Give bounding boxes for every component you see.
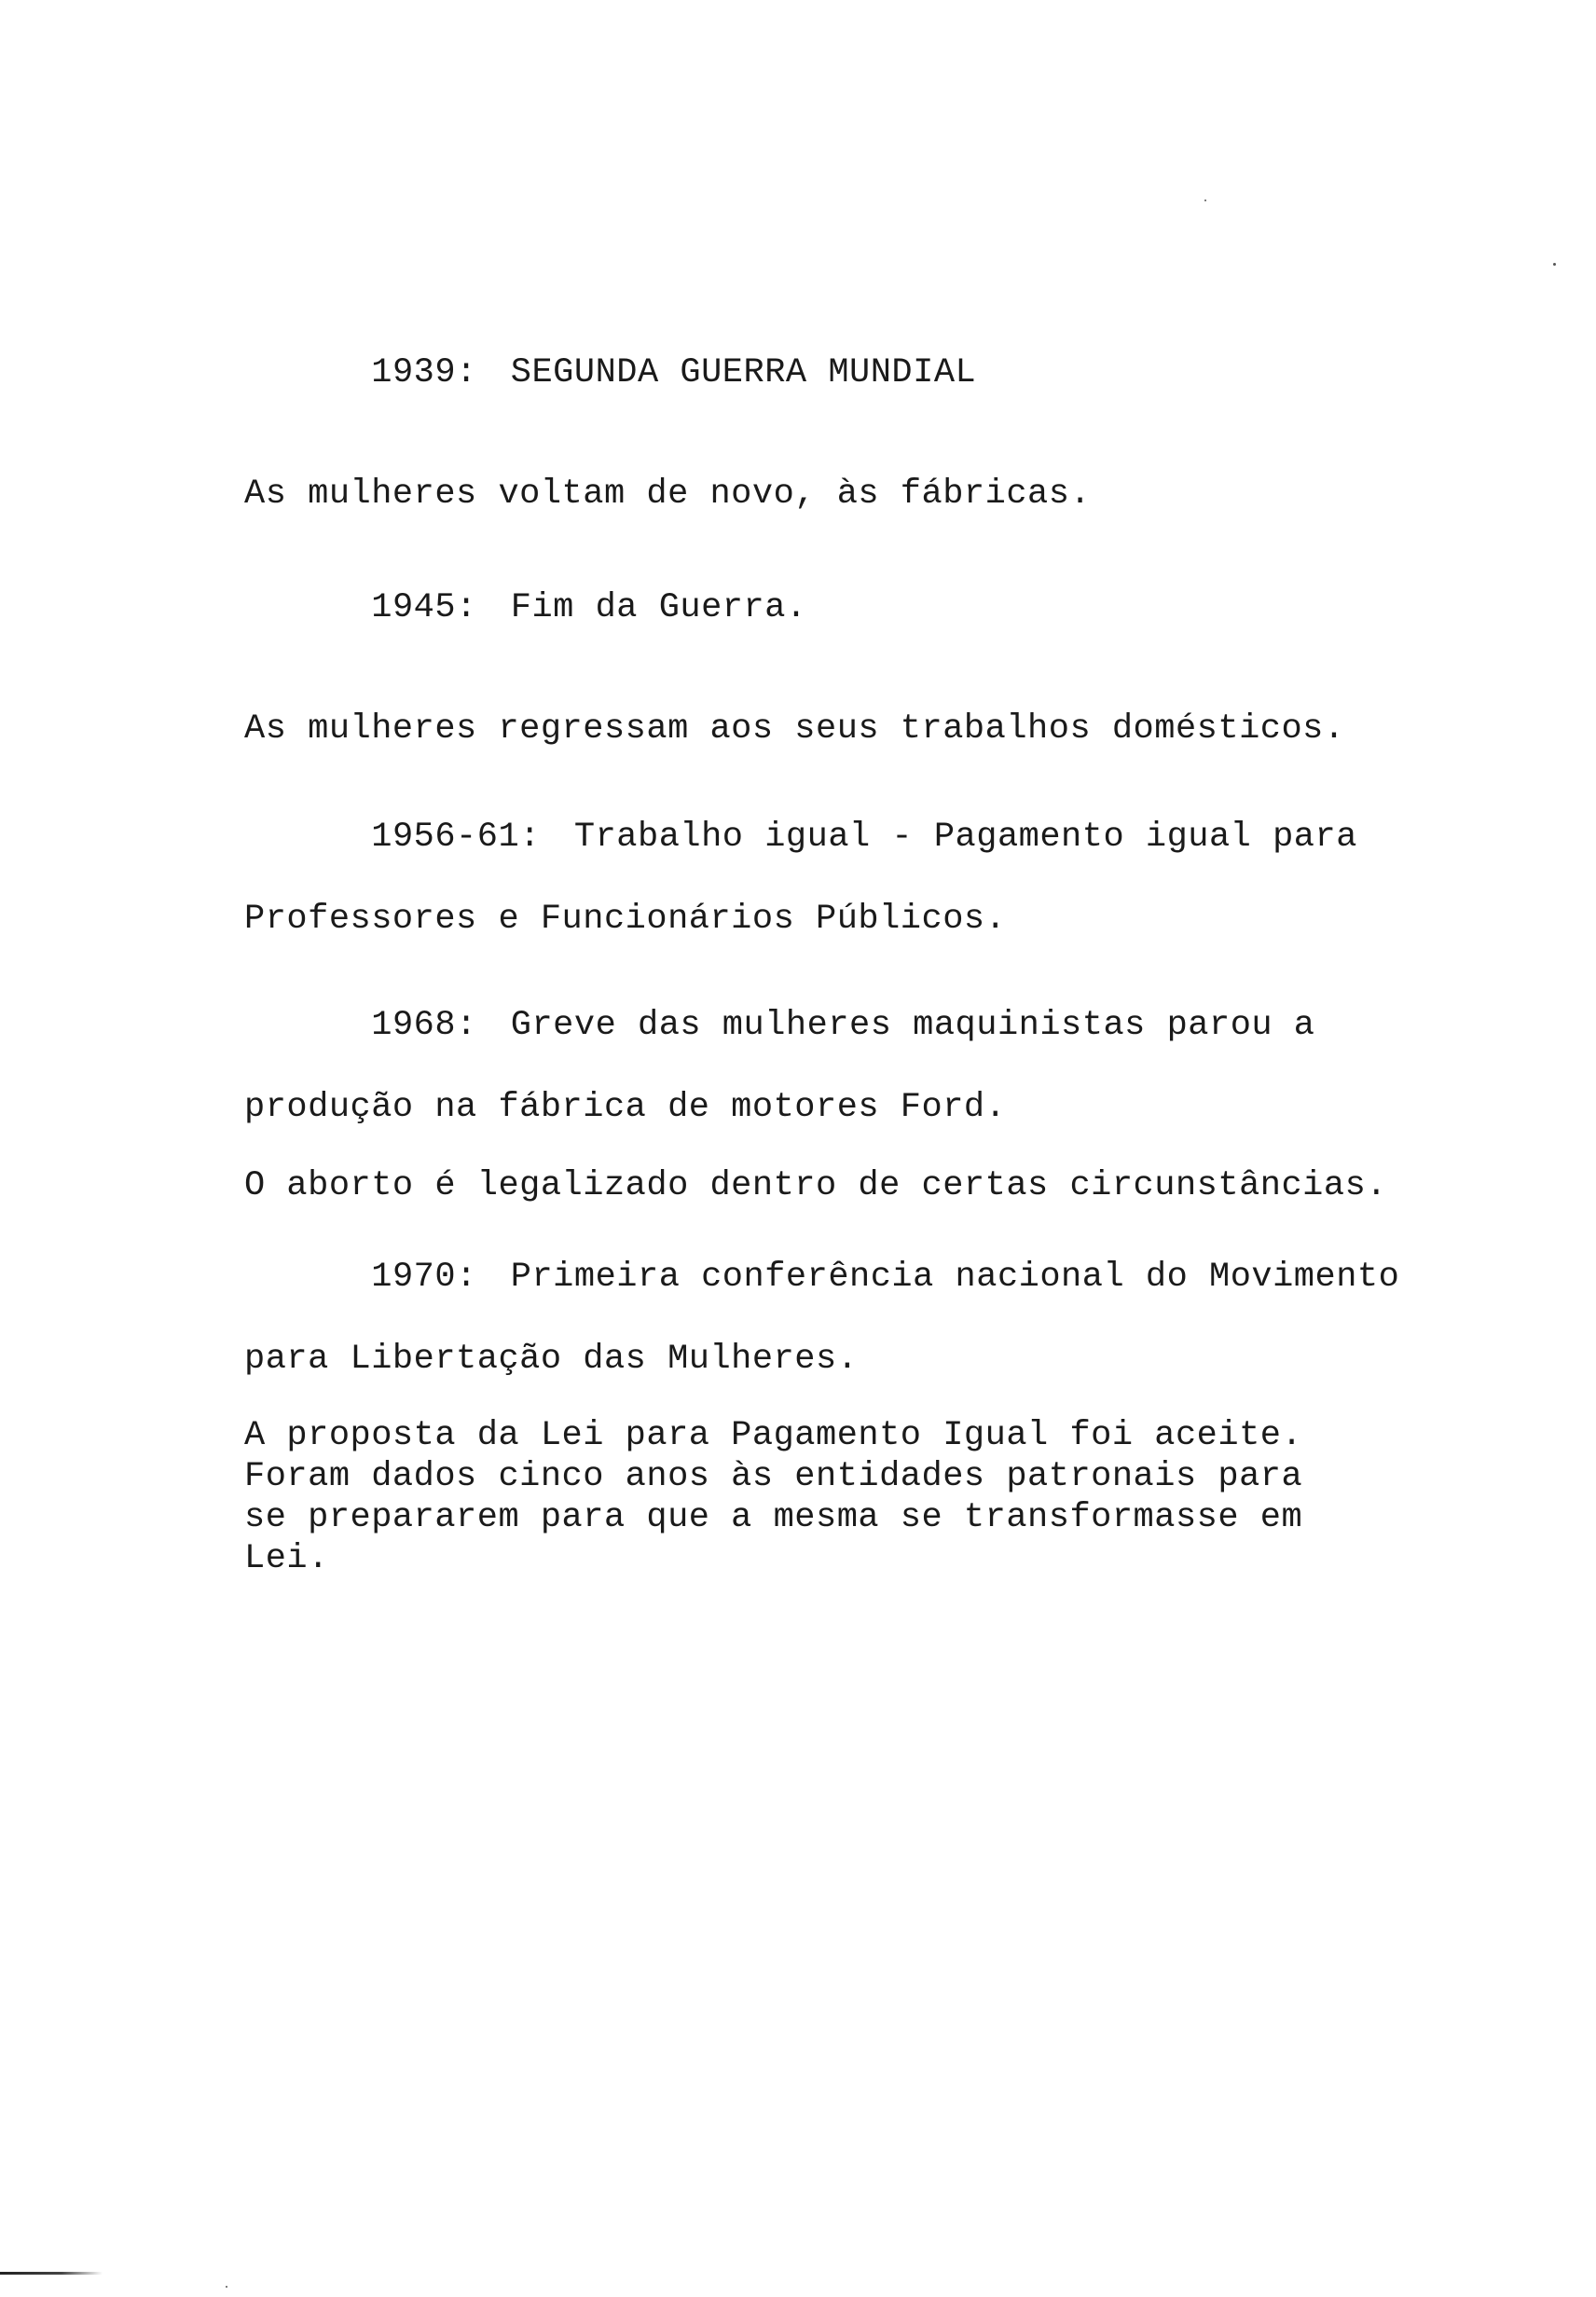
timeline-entry-1939 [244,311,1512,515]
entry-heading-line [244,964,1512,1087]
entry-year: 1945: [371,588,477,627]
scan-speck [1553,263,1556,266]
entry-paragraph-line: Lei. [244,1539,329,1578]
entry-year: 1939: [371,353,477,392]
entry-paragraph-line: As mulheres voltam de novo, às fábricas. [244,475,1092,514]
entry-heading-continuation: Professores e Funcionários Públicos. [244,900,1007,939]
entry-paragraph-line: se prepararem para que a mesma se transformasse em [244,1498,1303,1537]
entry-paragraph [244,1415,1512,1579]
timeline-entry-1956-61 [244,776,1512,940]
entry-heading: Greve das mulheres maquinistas parou a [510,1006,1315,1045]
entry-heading: Fim da Guerra. [510,588,807,627]
entry-year: 1970: [371,1258,477,1297]
entry-heading-line [244,311,1512,434]
entry-paragraph-line: As mulheres regressam aos seus trabalhos domésticos. [244,709,1345,749]
entry-heading-line [244,546,1512,669]
entry-year: 1968: [371,1006,477,1045]
scan-speck [1204,199,1206,201]
entry-paragraph-line: O aborto é legalizado dentro de certas circunstâncias. [244,1166,1387,1205]
entry-heading-continuation: para Libertação das Mulheres. [244,1340,859,1379]
timeline-entry-1970 [244,1216,1512,1579]
entry-heading-continuation: produção na fábrica de motores Ford. [244,1088,1007,1127]
entry-heading-line [244,776,1512,899]
timeline-entry-1968 [244,964,1512,1206]
scan-speck [226,2286,227,2288]
timeline-entry-1945 [244,546,1512,750]
entry-paragraph-line: A proposta da Lei para Pagamento Igual foi aceite. [244,1416,1303,1455]
scan-edge-mark [0,2272,103,2275]
entry-paragraph-line: Foram dados cinco anos às entidades patronais para [244,1457,1303,1496]
entry-heading: Trabalho igual - Pagamento igual para [573,818,1357,857]
entry-heading: SEGUNDA GUERRA MUNDIAL [510,353,977,392]
entry-heading: Primeira conferência nacional do Movimento [510,1258,1400,1297]
entry-heading-line [244,1216,1512,1339]
entry-year: 1956-61: [371,818,541,857]
